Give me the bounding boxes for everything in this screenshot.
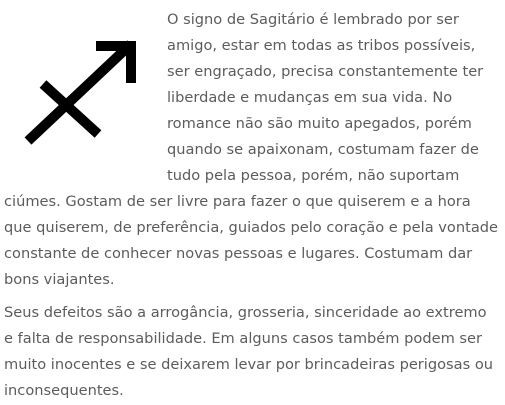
article-body: [4, 7, 500, 404]
paragraph-defects: Seus defeitos são a arrogância, grosseria, sinceridade ao extremo e falta de responsabilidade. Em alguns casos também podem ser muito inocentes e se deixarem levar por brincadeiras perigosas ou inconsequentes.: [4, 304, 494, 399]
sagittarius-symbol-icon: [4, 7, 167, 185]
paragraph-personality: O signo de Sagitário é lembrado por ser amigo, estar em todas as tribos possíveis, ser engraçado, precisa constantemente ter liberdade e mudanças em sua vida. No romance não são muito apegados, porém quando se apaixonam, costumam fazer de tudo pela pessoa, porém, não suportam ciúmes. Gostam de ser livre para fazer o que quiserem e a hora que quiserem, de preferência, guiados pelo coração e pela vontade constante de conhecer novas pessoas e lugares. Costumam dar bons viajantes.: [4, 11, 499, 288]
